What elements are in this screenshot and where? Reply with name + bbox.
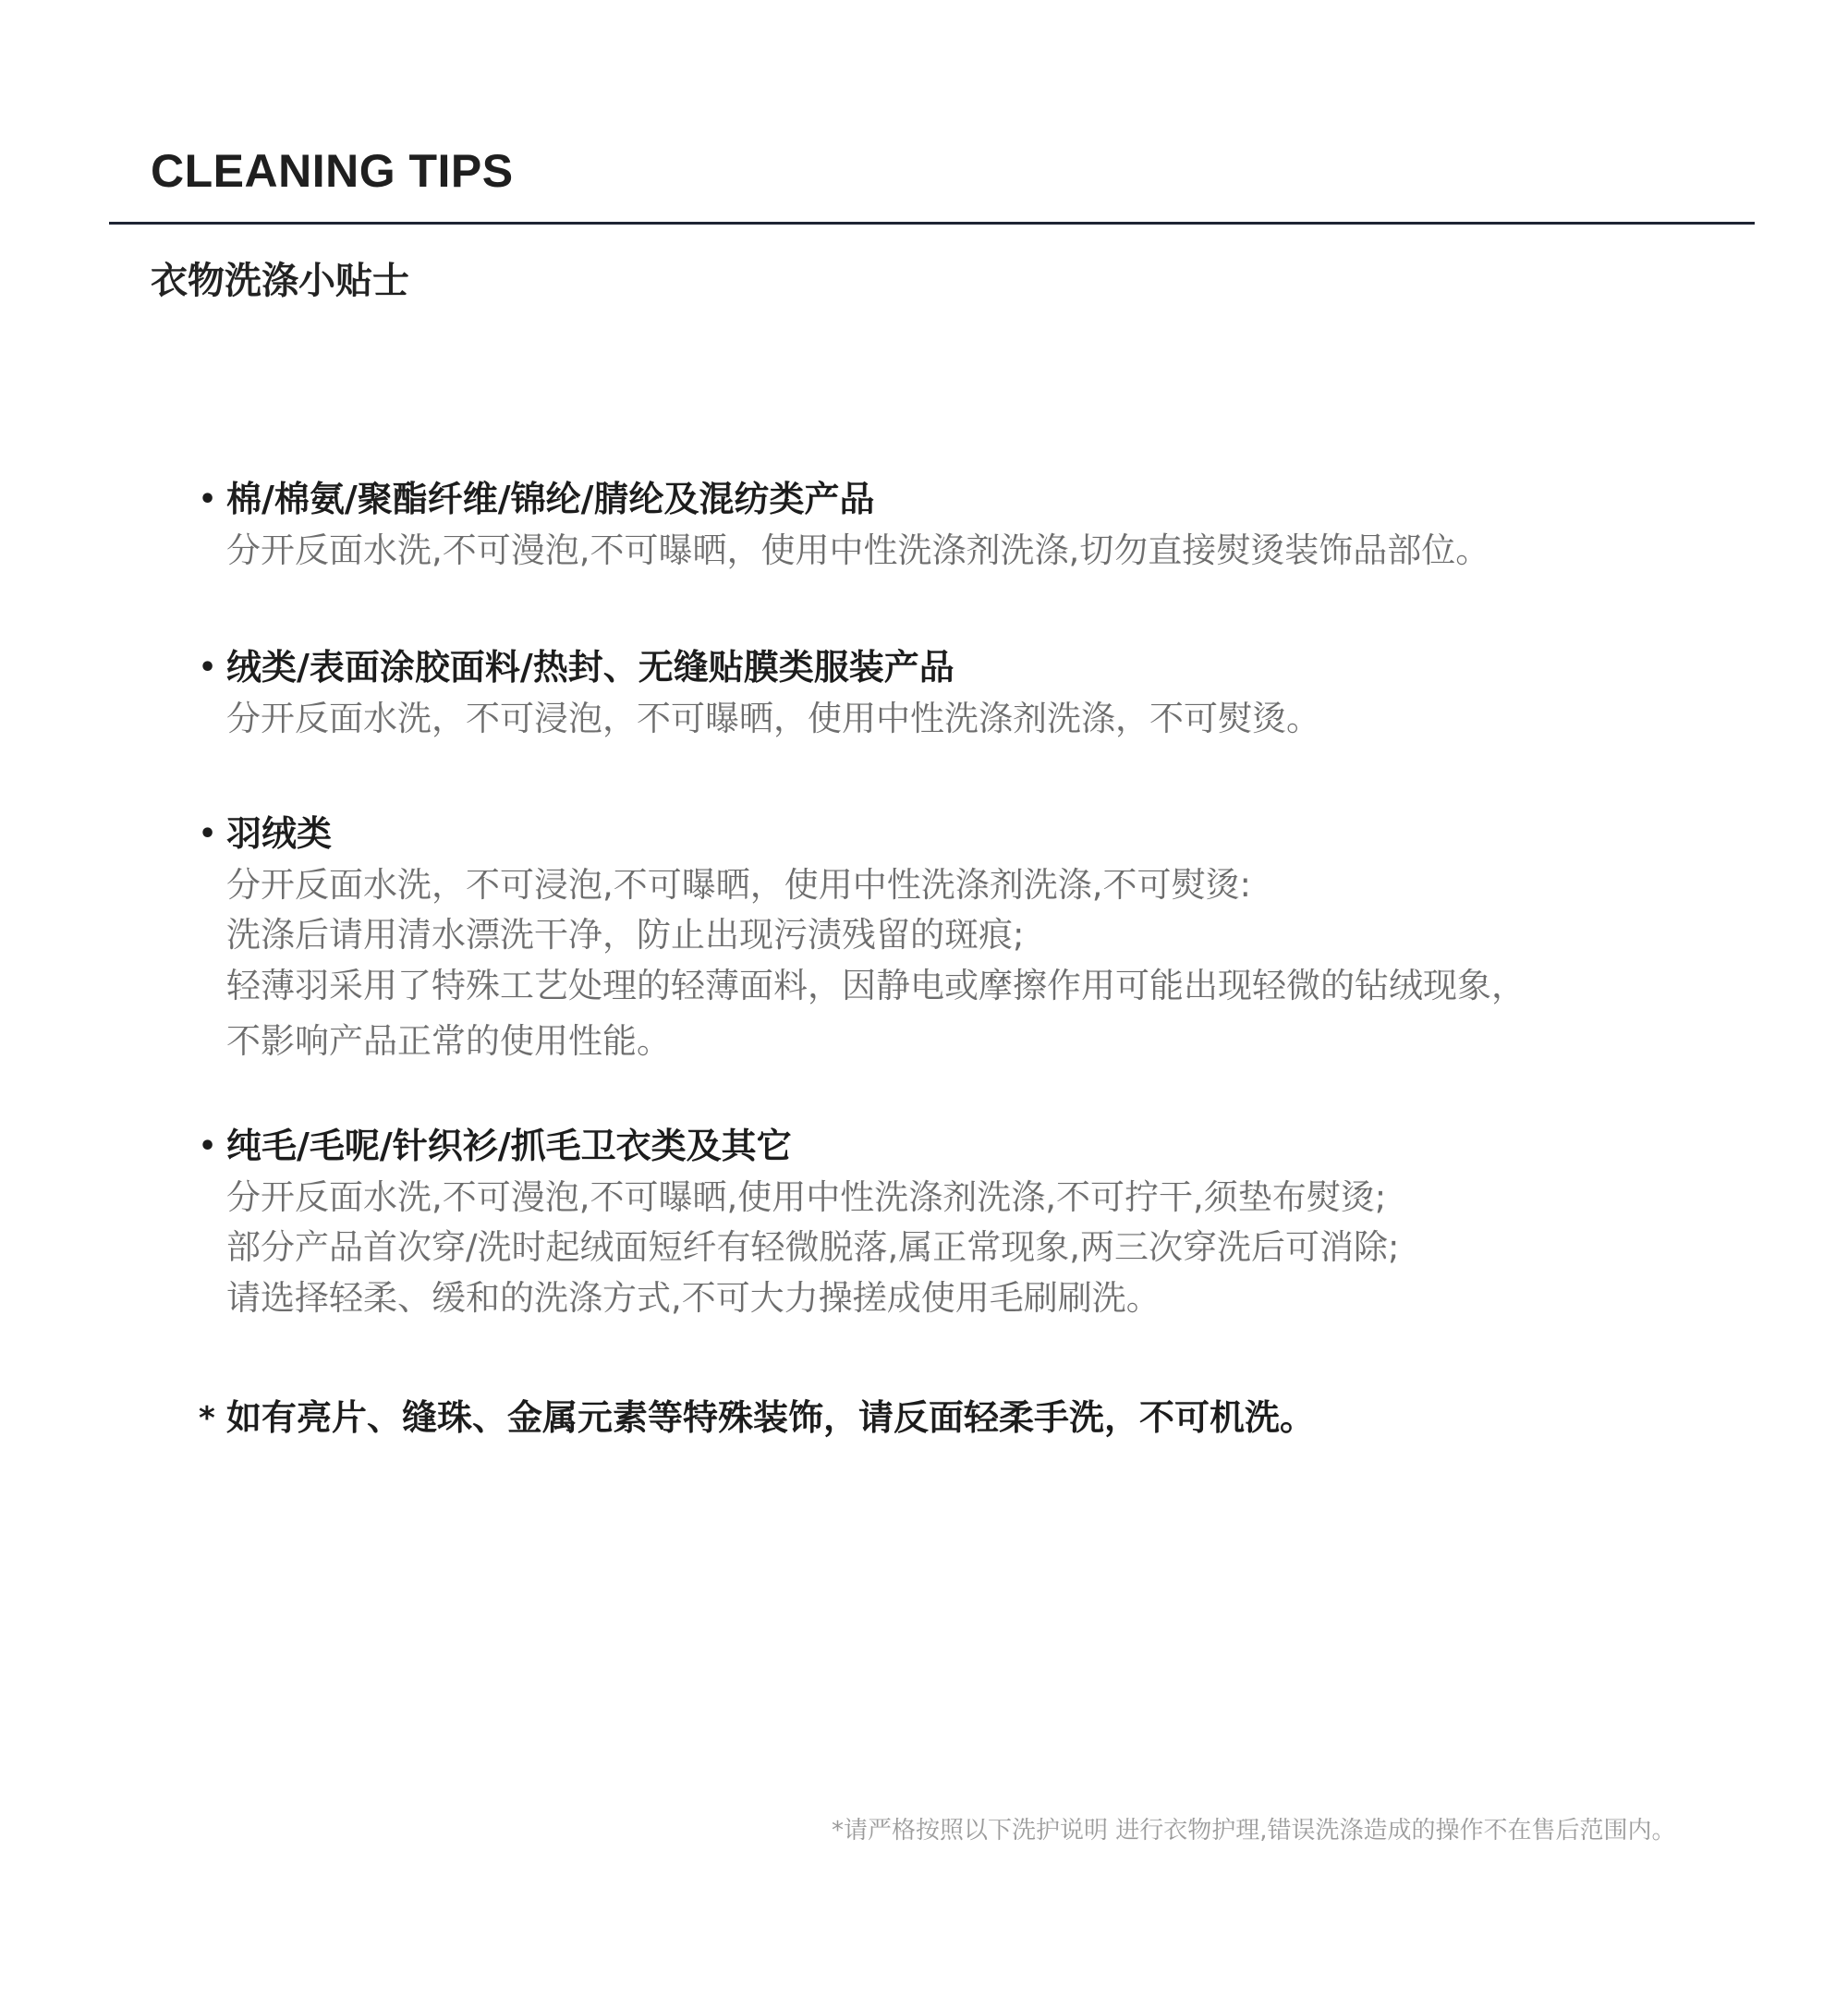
note-heading [199,1397,1723,1440]
section-heading-text: 绒类/表面涂胶面料/热封、无缝贴膜类服装产品 [226,647,954,688]
section-heading [199,647,1723,689]
asterisk-icon: * [199,1399,215,1437]
disclaimer-footnote: *请严格按照以下洗护说明 进行衣物护理,错误洗涤造成的操作不在售后范围内。 [832,1817,1676,1845]
care-section-fleece [199,647,1723,739]
section-heading [199,1126,1723,1168]
section-heading-text: 纯毛/毛呢/针织衫/抓毛卫衣类及其它 [226,1126,792,1167]
page-subtitle: 衣物洗涤小贴士 [151,260,409,302]
section-text: 分开反面水洗,不可漫泡,不可曝晒，使用中性洗涤剂洗涤,切勿直接熨烫装饰品部位。 [226,530,1490,570]
section-text: 请选择轻柔、缓和的洗涤方式,不可大力操搓成使用毛刷刷洗。 [226,1277,1161,1318]
section-text: 轻薄羽采用了特殊工艺处理的轻薄面料，因静电或摩擦作用可能出现轻微的钻绒现象， [226,965,1526,1005]
section-text: 分开反面水洗，不可浸泡,不可曝晒，使用中性洗涤剂洗涤,不可熨烫: [226,865,1251,905]
note-text: 如有亮片、缝珠、金属元素等特殊装饰，请反面轻柔手洗，不可机洗。 [226,1397,1316,1439]
bullet-icon: • [199,651,217,684]
section-text: 部分产品首次穿/洗时起绒面短纤有轻微脱落,属正常现象,两三次穿洗后可消除; [226,1227,1400,1268]
section-heading-text: 棉/棉氨/聚酯纤维/锦纶/腈纶及混纺类产品 [226,479,875,520]
care-section-down [199,813,1723,1063]
section-text: 洗涤后请用清水漂洗干净，防止出现污渍残留的斑痕; [226,915,1025,956]
section-heading-text: 羽绒类 [226,813,333,855]
care-section-cotton [199,479,1723,571]
bullet-icon: • [199,818,217,850]
page-title: CLEANING TIPS [151,145,514,197]
title-divider [109,222,1755,225]
care-section-wool [199,1126,1723,1319]
special-decoration-note [199,1397,1723,1440]
bullet-icon: • [199,1130,217,1163]
bullet-icon: • [199,483,217,516]
section-text: 不影响产品正常的使用性能。 [226,1021,671,1062]
section-text: 分开反面水洗,不可漫泡,不可曝晒,使用中性洗涤剂洗涤,不可拧干,须垫布熨烫; [226,1177,1387,1217]
section-text: 分开反面水洗，不可浸泡，不可曝晒，使用中性洗涤剂洗涤，不可熨烫。 [226,699,1320,738]
section-heading [199,813,1723,856]
section-heading [199,479,1723,521]
